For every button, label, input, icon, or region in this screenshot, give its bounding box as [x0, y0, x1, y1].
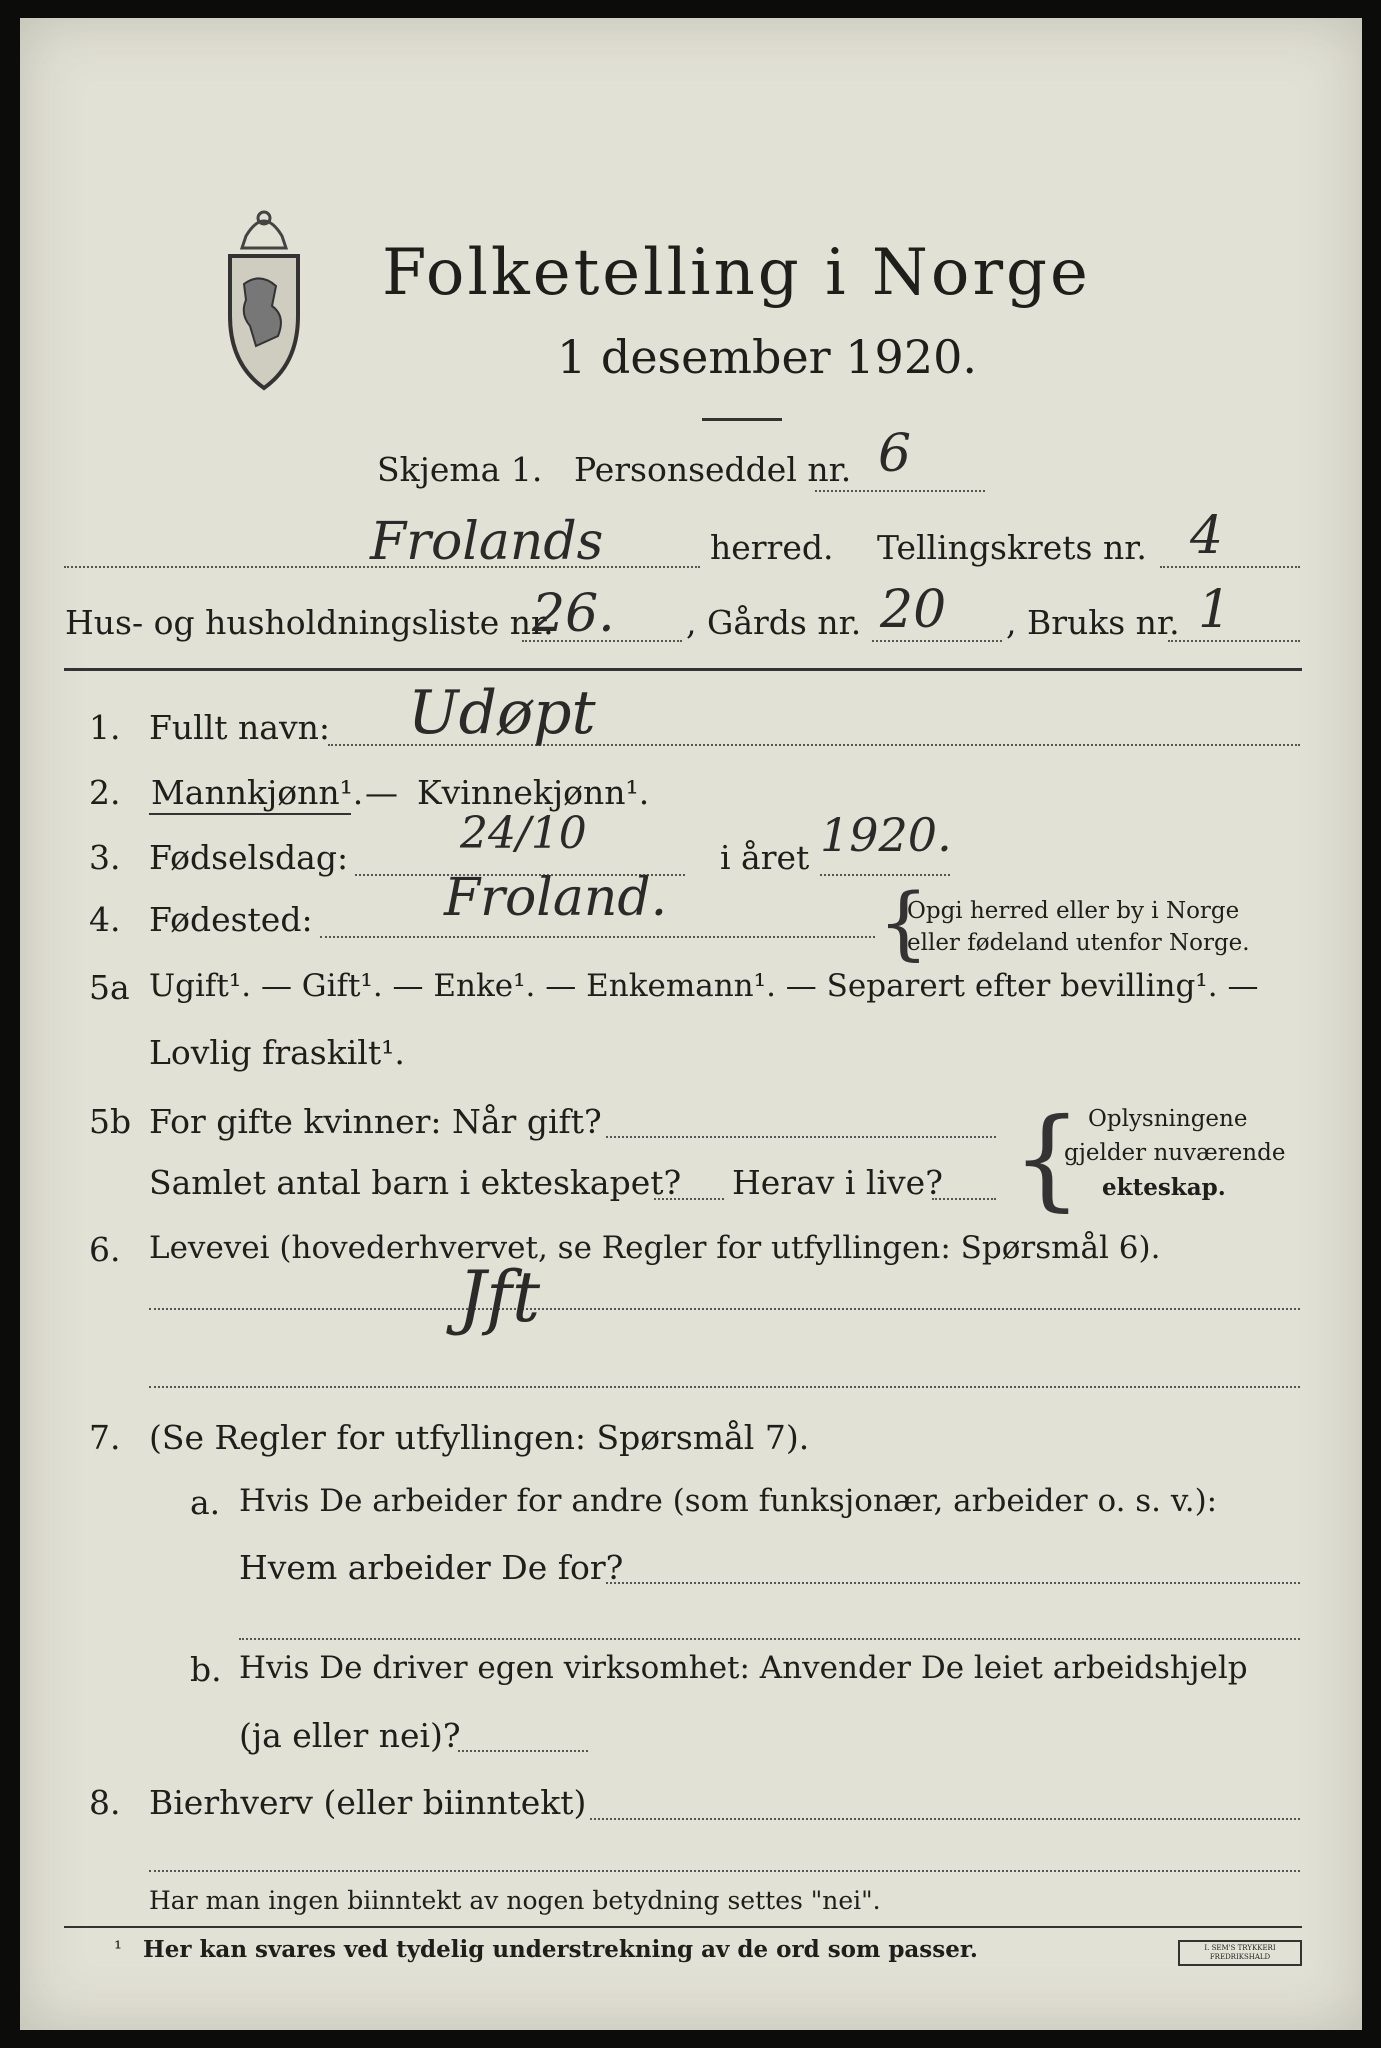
q8-label: Bierhverv (eller biinntekt)	[149, 1783, 587, 1822]
q5b-children-field[interactable]	[654, 1198, 724, 1200]
q5b-brace: {	[1012, 1094, 1082, 1222]
bruks-label: , Bruks nr.	[1006, 603, 1180, 642]
q2-male: Mannkjønn¹.	[151, 773, 364, 812]
gards-field[interactable]	[872, 640, 1002, 642]
q4-note-line2: eller fødeland utenfor Norge.	[907, 930, 1250, 956]
q3-number: 3.	[89, 838, 121, 877]
printer-stamp: I. SEM'S TRYKKERI FREDRIKSHALD	[1178, 1940, 1302, 1966]
q5b-note-line3: ekteskap.	[1102, 1174, 1226, 1201]
q8-field-line1[interactable]	[590, 1818, 1300, 1820]
q4-value: Froland.	[444, 868, 668, 928]
personseddel-label: Personseddel nr.	[574, 450, 852, 489]
q6-field-line2[interactable]	[149, 1386, 1300, 1388]
census-date: 1 desember 1920.	[557, 330, 977, 384]
q2-female: Kvinnekjønn¹.	[417, 773, 650, 812]
personseddel-field[interactable]	[815, 490, 985, 492]
q5a-number: 5a	[89, 968, 130, 1007]
q7b-field[interactable]	[458, 1750, 588, 1752]
q5b-note-line1: Oplysningene	[1088, 1106, 1248, 1132]
q1-number: 1.	[89, 708, 121, 747]
q5b-living-field[interactable]	[932, 1198, 996, 1200]
q5b-married-field[interactable]	[606, 1136, 996, 1138]
q8-note: Har man ingen biinntekt av nogen betydning settes "nei".	[149, 1886, 881, 1915]
schema-label: Skjema 1.	[377, 450, 543, 489]
footnote-text: Her kan svares ved tydelig understrekning av de ord som passer.	[143, 1936, 978, 1963]
q7a-line2: Hvem arbeider De for?	[239, 1548, 624, 1587]
q4-field[interactable]	[320, 936, 875, 938]
q4-number: 4.	[89, 900, 121, 939]
coat-of-arms-icon	[216, 196, 312, 396]
tellingskrets-field[interactable]	[1160, 566, 1300, 568]
q7-label: (Se Regler for utfyllingen: Spørsmål 7).	[149, 1418, 810, 1457]
bruks-value: 1	[1198, 580, 1232, 640]
herred-value: Frolands	[370, 512, 604, 572]
q7b-letter: b.	[190, 1650, 222, 1689]
q6-number: 6.	[89, 1230, 121, 1269]
q7a-line1: Hvis De arbeider for andre (som funksjonær, arbeider o. s. v.):	[239, 1483, 1218, 1519]
q5b-line2a: Samlet antal barn i ekteskapet?	[149, 1163, 682, 1202]
q6-value: Jft	[458, 1256, 541, 1338]
q5b-number: 5b	[89, 1102, 132, 1141]
q7b-line2: (ja eller nei)?	[239, 1716, 461, 1755]
q4-note-line1: Opgi herred eller by i Norge	[907, 898, 1240, 924]
q7-number: 7.	[89, 1418, 121, 1457]
q7b-line1: Hvis De driver egen virksomhet: Anvender De leiet arbeidshjelp	[239, 1650, 1248, 1686]
tellingskrets-value: 4	[1190, 506, 1224, 566]
bruks-field[interactable]	[1168, 640, 1300, 642]
q3-year-value: 1920.	[820, 808, 952, 862]
q2-separator: —	[365, 773, 398, 812]
q3-label: Fødselsdag:	[149, 838, 349, 877]
hus-value: 26.	[532, 584, 615, 644]
q2-male-underline	[149, 813, 351, 815]
q3-year-label: i året	[720, 838, 810, 877]
q7a-letter: a.	[190, 1483, 221, 1522]
q7a-field-line1[interactable]	[606, 1582, 1300, 1584]
tellingskrets-label: Tellingskrets nr.	[877, 528, 1147, 567]
personseddel-value: 6	[878, 424, 912, 484]
q3-value: 24/10	[460, 808, 587, 859]
q1-label: Fullt navn:	[149, 708, 330, 747]
q5b-line2b: Herav i live?	[732, 1163, 943, 1202]
q2-number: 2.	[89, 773, 121, 812]
census-form-page	[20, 18, 1362, 2030]
q5b-line1: For gifte kvinner: Når gift?	[149, 1102, 602, 1141]
header-divider	[64, 668, 1302, 671]
herred-label: herred.	[710, 528, 834, 567]
q8-number: 8.	[89, 1783, 121, 1822]
hus-label: Hus- og husholdningsliste nr.	[65, 603, 554, 642]
q1-value: Udøpt	[408, 678, 596, 748]
gards-label: , Gårds nr.	[686, 603, 862, 642]
q5a-line1: Ugift¹. — Gift¹. — Enke¹. — Enkemann¹. — Separert efter bevilling¹. —	[149, 968, 1259, 1004]
q4-brace: {	[878, 876, 929, 969]
q6-label: Levevei (hovederhvervet, se Regler for utfyllingen: Spørsmål 6).	[149, 1230, 1161, 1266]
gards-value: 20	[880, 580, 947, 640]
q5a-line2: Lovlig fraskilt¹.	[149, 1033, 405, 1072]
q4-label: Fødested:	[149, 900, 313, 939]
q6-field-line1[interactable]	[149, 1308, 1300, 1310]
footnote-divider	[64, 1926, 1302, 1928]
q8-field-line2[interactable]	[149, 1870, 1300, 1872]
footnote-mark: ¹	[114, 1936, 123, 1960]
q5b-note-line2: gjelder nuværende	[1064, 1140, 1286, 1166]
page-title: Folketelling i Norge	[382, 236, 1091, 310]
title-divider	[702, 418, 782, 421]
q7a-field-line2[interactable]	[239, 1638, 1300, 1640]
